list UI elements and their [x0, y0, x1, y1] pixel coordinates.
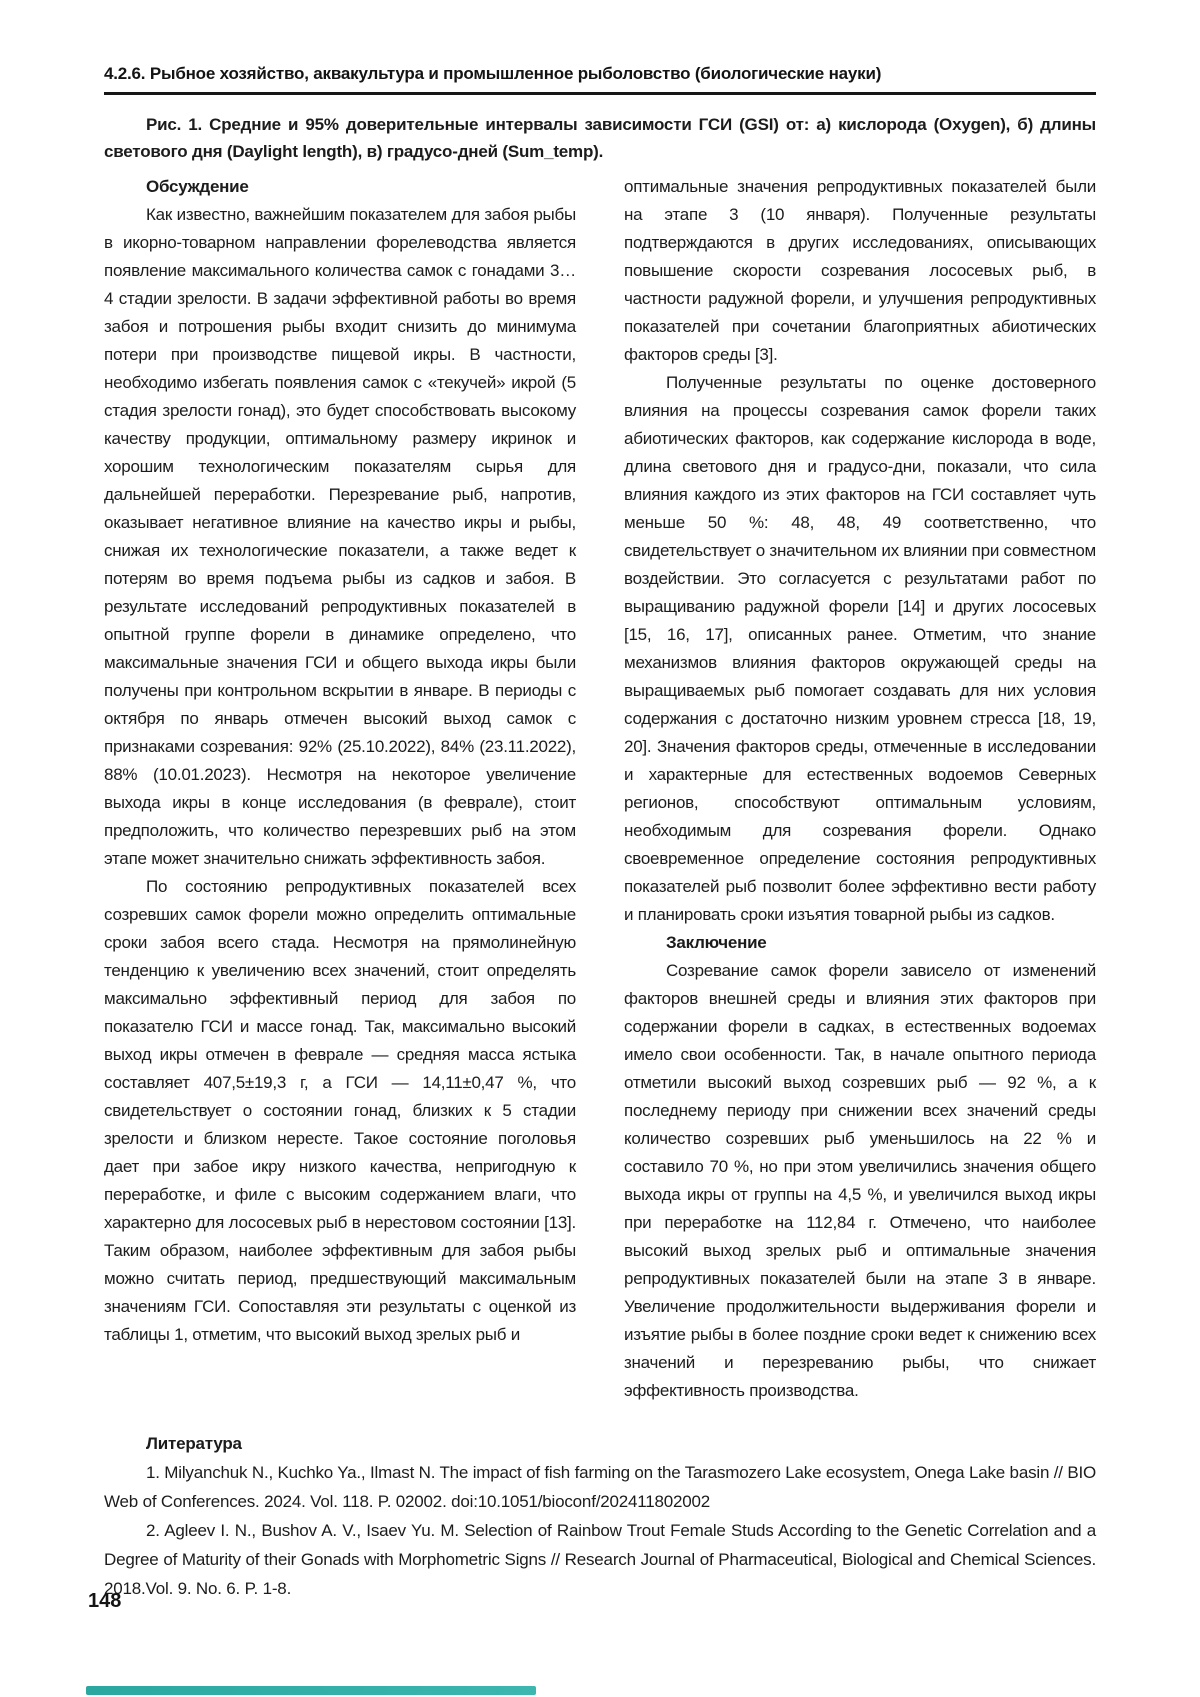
body-paragraph: Полученные результаты по оценке достоверного влияния на процессы созревания самок форели таких абиотических факторов, как содержание кислорода в воде, длина светового дня и градусо-дни, показали, что сила влияния каждого из этих факторов на ГСИ составляет чуть меньше 50 %: 48, 48, 49 соответственно, что свидетельствует о значительном их влиянии при совместном воздействии. Это согласуется с результатами работ по выращиванию радужной форели [14] и других лососевых [15, 16, 17], описанных ранее. Отметим, что знание механизмов влияния факторов окружающей среды на выращиваемых рыб помогает создавать для них условия содержания с достаточно низким уровнем стресса [18, 19, 20]. Значения факторов среды, отмеченные в исследовании и характерные для естественных водоемов Северных регионов, способствуют оптимальным условиям, необходимым для созревания форели. Однако своевременное определение состояния репродуктивных показателей рыб позволит более эффективно вести работу и планировать сроки изъятия товарной рыбы из садков. [624, 373, 1096, 924]
references-section [104, 1429, 1096, 1603]
left-column [104, 173, 576, 1405]
body-paragraph-continuation: оптимальные значения репродуктивных показателей были на этапе 3 (10 января). Полученные результаты подтверждаются в других исследованиях, описывающих повышение скорости созревания лососевых рыб, в частности радужной форели, и улучшения репродуктивных показателей при сочетании благоприятных абиотических факторов среды [3]. [624, 177, 1096, 364]
section-header: 4.2.6. Рыбное хозяйство, аквакультура и промышленное рыболовство (биологические науки) [104, 64, 1096, 95]
reference-item: 1. Milyanchuk N., Kuchko Ya., Ilmast N. The impact of fish farming on the Tarasmozero Lake ecosystem, Onega Lake basin // BIO Web of Conferences. 2024. Vol. 118. P. 02002. doi:10.1051/bioconf/202411802002 [104, 1463, 1096, 1511]
conclusion-heading: Заключение [666, 933, 767, 952]
references-heading: Литература [146, 1434, 242, 1453]
page-number: 148 [88, 1590, 122, 1612]
figure-caption: Рис. 1. Средние и 95% доверительные интервалы зависимости ГСИ (GSI) от: а) кислорода (Oxygen), б) длины светового дня (Daylight length), в) градусо-дней (Sum_temp). [104, 115, 1096, 161]
footer-accent-bar [86, 1686, 536, 1695]
reference-item: 2. Agleev I. N., Bushov A. V., Isaev Yu. M. Selection of Rainbow Trout Female Studs According to the Genetic Correlation and a Degree of Maturity of their Gonads with Morphometric Signs // Research Journal of Pharmaceutical, Biological and Chemical Sciences. 2018.Vol. 9. No. 6. P. 1-8. [104, 1521, 1096, 1598]
body-paragraph: По состоянию репродуктивных показателей всех созревших самок форели можно определить оптимальные сроки забоя всего стада. Несмотря на прямолинейную тенденцию к увеличению всех значений, стоит определять максимально эффективный период для забоя по показателю ГСИ и массе гонад. Так, максимально высокий выход икры отмечен в феврале — средняя масса ястыка составляет 407,5±19,3 г, а ГСИ — 14,11±0,47 %, что свидетельствует о состоянии гонад, близких к 5 стадии зрелости и близком нересте. Такое состояние поголовья дает при забое икру низкого качества, непригодную к переработке, и филе с высоким содержанием влаги, что характерно для лососевых рыб в нерестовом состоянии [13]. Таким образом, наиболее эффективным для забоя рыбы можно считать период, предшествующий максимальным значениям ГСИ. Сопоставляя эти результаты с оценкой из таблицы 1, отметим, что высокий выход зрелых рыб и [104, 877, 576, 1344]
discussion-heading: Обсуждение [146, 177, 249, 196]
two-column-body [104, 173, 1096, 1405]
body-paragraph: Как известно, важнейшим показателем для забоя рыбы в икорно-товарном направлении форелеводства является появление максимального количества самок с гонадами 3…4 стадии зрелости. В задачи эффективной работы во время забоя и потрошения рыбы входит снизить до минимума потери при производстве пищевой икры. В частности, необходимо избегать появления самок с «текучей» икрой (5 стадия зрелости гонад), это будет способствовать высокому качеству продукции, оптимальному размеру икринок и хорошим технологическим показателям сырья для дальнейшей переработки. Перезревание рыб, напротив, оказывает негативное влияние на качество икры и рыбы, снижая их технологические показатели, а также ведет к потерям во время подъема рыбы из садков и забоя. В результате исследований репродуктивных показателей в опытной группе форели в динамике определено, что максимальные значения ГСИ и общего выхода икры были получены при контрольном вскрытии в январе. В периоды с октября по январь отмечен высокий выход самок с признаками созревания: 92% (25.10.2022), 84% (23.11.2022), 88% (10.01.2023). Несмотря на некоторое увеличение выхода икры в конце исследования (в феврале), стоит предположить, что количество перезревших рыб на этом этапе может значительно снижать эффективность забоя. [104, 205, 576, 868]
right-column [624, 173, 1096, 1405]
body-paragraph: Созревание самок форели зависело от изменений факторов внешней среды и влияния этих факторов при содержании форели в садках, в естественных водоемах имело свои особенности. Так, в начале опытного периода отметили высокий выход созревших рыб — 92 %, а к последнему периоду при снижении всех значений среды количество созревших рыб уменьшилось на 22 % и составило 70 %, но при этом увеличились значения общего выхода икры от группы на 4,5 %, и увеличился выход икры при переработке на 112,84 г. Отмечено, что наиболее высокий выход зрелых рыб и оптимальные значения репродуктивных показателей были на этапе 3 в январе. Увеличение продолжительности выдерживания форели и изъятие рыбы в более поздние сроки ведет к снижению всех значений и перезреванию рыбы, что снижает эффективность производства. [624, 961, 1096, 1400]
